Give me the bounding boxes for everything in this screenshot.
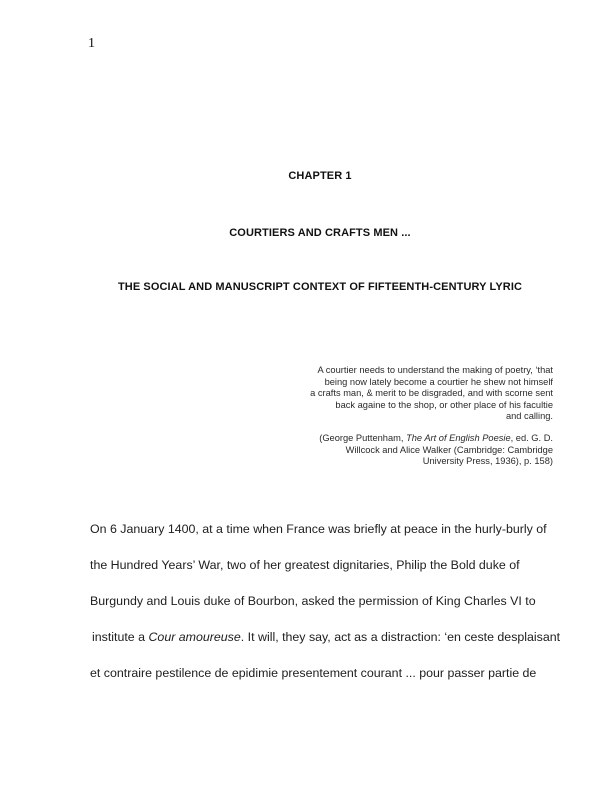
body-line: et contraire pestilence de epidimie presentement courant ... pour passer partie de <box>90 666 537 680</box>
chapter-subtitle-secondary: THE SOCIAL AND MANUSCRIPT CONTEXT OF FIFTEENTH-CENTURY LYRIC <box>117 281 523 293</box>
epigraph-line: back againe to the shop, or other place of his facultie <box>335 399 553 410</box>
body-line: the Hundred Years’ War, two of her greatest dignitaries, Philip the Bold duke of <box>90 558 520 572</box>
citation-suffix: , ed. G. D. <box>510 433 553 443</box>
body-line-prefix: institute a <box>92 630 149 644</box>
citation-line: University Press, 1936), p. 158) <box>422 456 553 466</box>
epigraph-line: A courtier needs to understand the making of poetry, ‘that <box>317 365 553 375</box>
body-line-suffix: . It will, they say, act as a distraction: ‘en ceste desplaisant <box>240 630 561 644</box>
body-paragraph <box>90 519 560 699</box>
epigraph-line: being now lately become a courtier he shew not himself <box>324 376 553 387</box>
citation-line: Willcock and Alice Walker (Cambridge: Cambridge <box>345 444 553 455</box>
page-number: 1 <box>88 36 95 51</box>
body-line: Burgundy and Louis duke of Bourbon, asked the permission of King Charles VI to <box>90 594 536 608</box>
epigraph-line: a crafts man, & merit to be disgraded, and with scorne sent <box>310 388 553 398</box>
body-line: On 6 January 1400, at a time when France was briefly at peace in the hurly-burly of <box>90 522 547 536</box>
citation-line <box>253 433 553 445</box>
epigraph-citation <box>253 433 553 468</box>
epigraph-line: and calling. <box>505 411 553 421</box>
chapter-heading: CHAPTER 1 <box>288 170 352 182</box>
body-italic-term: Cour amoureuse <box>148 630 241 644</box>
body-line <box>90 627 560 663</box>
chapter-subtitle: COURTIERS AND CRAFTS MEN ... <box>229 227 411 239</box>
citation-prefix: (George Puttenham, <box>319 433 407 443</box>
citation-title: The Art of English Poesie <box>406 433 511 443</box>
epigraph-quote <box>253 365 553 423</box>
